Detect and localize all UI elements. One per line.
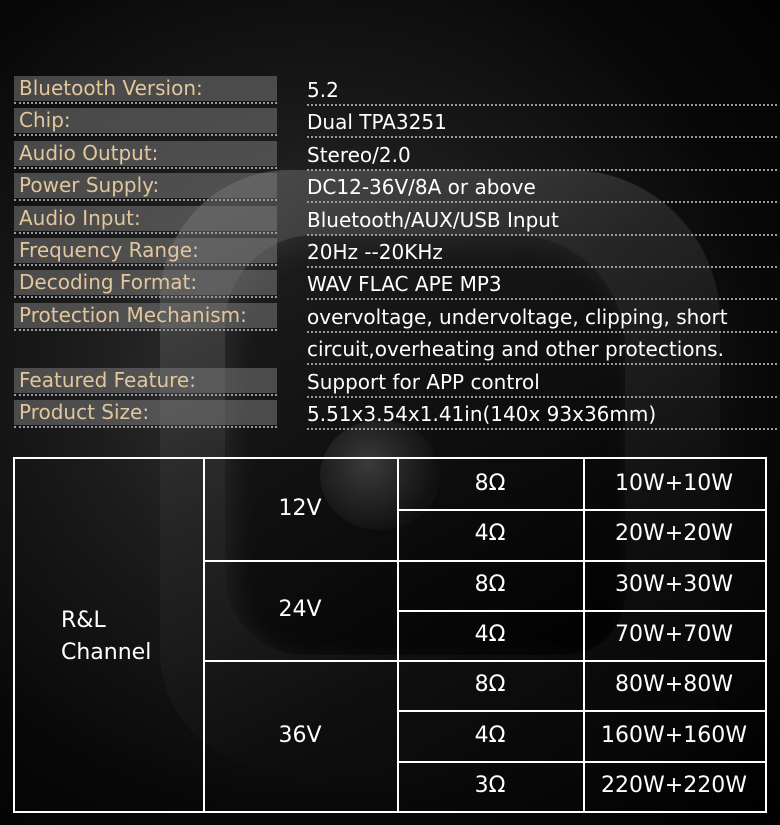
table-divider (397, 509, 765, 511)
spec-label-underline (14, 167, 277, 169)
impedance-cell: 4Ω (474, 622, 506, 647)
channel-label-line: Channel (61, 640, 152, 665)
spec-label: Product Size: (14, 400, 277, 425)
spec-value: 5.2 (307, 74, 777, 106)
voltage-cell: 12V (278, 496, 322, 522)
spec-label: Protection Mechanism: (14, 303, 277, 328)
power-cell: 160W+160W (601, 722, 747, 748)
spec-label: Chip: (14, 108, 277, 133)
impedance-cell: 8Ω (474, 571, 506, 597)
impedance-cell: 3Ω (474, 772, 506, 798)
spec-label-underline (14, 426, 277, 428)
spec-value: circuit,overheating and other protections. (307, 333, 777, 365)
impedance-cell: 4Ω (474, 722, 506, 748)
spec-value: WAV FLAC APE MP3 (307, 268, 777, 300)
spec-value: Stereo/2.0 (307, 139, 777, 171)
spec-label-underline (14, 296, 277, 298)
impedance-cell: 4Ω (474, 521, 506, 547)
power-cell: 10W+10W (615, 471, 733, 497)
power-cell: 30W+30W (615, 571, 733, 597)
spec-label-underline (14, 134, 277, 136)
channel-label (61, 605, 151, 669)
spec-label-underline (14, 232, 277, 234)
table-divider (203, 660, 765, 662)
spec-label: Decoding Format: (14, 270, 277, 295)
power-cell: 220W+220W (601, 772, 747, 798)
spec-value: 20Hz --20KHz (307, 236, 777, 268)
channel-label-line: R&L (61, 608, 106, 633)
spec-label-underline (14, 102, 277, 104)
spec-label: Frequency Range: (14, 238, 277, 263)
impedance-cell: 8Ω (474, 672, 506, 698)
table-divider (203, 560, 765, 562)
spec-label: Audio Input: (14, 206, 277, 231)
table-divider (397, 710, 765, 712)
spec-label-underline (14, 394, 277, 396)
power-cell: 70W+70W (615, 622, 733, 647)
spec-value: 5.51x3.54x1.41in(140x 93x36mm) (307, 398, 777, 430)
spec-label: Audio Output: (14, 141, 277, 166)
spec-value: Bluetooth/AUX/USB Input (307, 204, 777, 236)
voltage-cell: 36V (278, 722, 322, 748)
spec-label-underline (14, 199, 277, 201)
table-divider (397, 610, 765, 612)
spec-value: overvoltage, undervoltage, clipping, short (307, 301, 777, 333)
spec-label-underline (14, 264, 277, 266)
power-cell: 20W+20W (615, 521, 733, 547)
power-cell: 80W+80W (615, 672, 733, 698)
spec-label: Power Supply: (14, 173, 277, 198)
power-output-table (13, 457, 767, 813)
voltage-cell: 24V (278, 596, 322, 622)
impedance-cell: 8Ω (474, 471, 506, 497)
spec-value: Dual TPA3251 (307, 106, 777, 138)
spec-label: Bluetooth Version: (14, 76, 277, 101)
spec-value: DC12-36V/8A or above (307, 171, 777, 203)
spec-label: Featured Feature: (14, 368, 277, 393)
spec-label-underline (14, 329, 277, 331)
table-divider (397, 761, 765, 763)
spec-value: Support for APP control (307, 366, 777, 398)
